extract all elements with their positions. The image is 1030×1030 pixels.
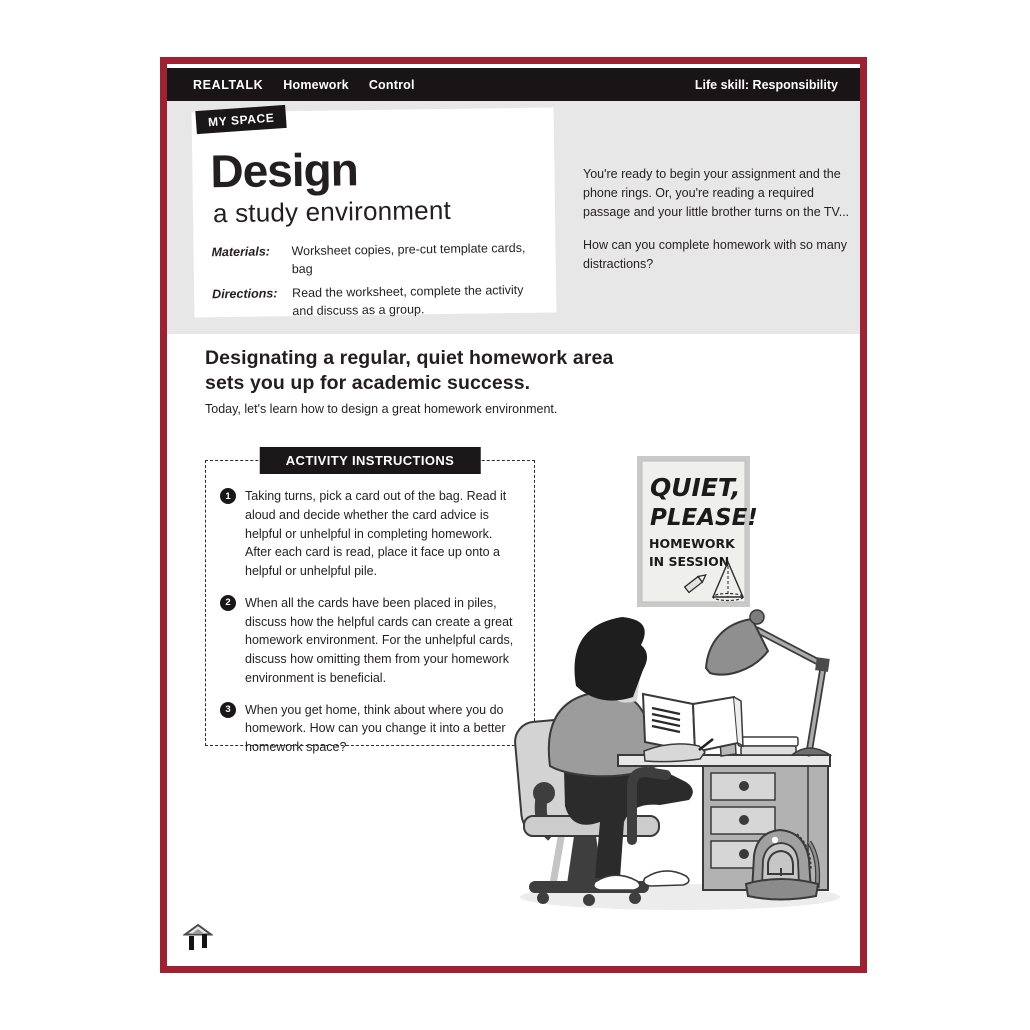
activity-step-2 [220,594,520,688]
step-text: When all the cards have been placed in piles, discuss how the helpful cards can create a great homework environment. For the unhelpful cards, discuss how omitting them from your homework environment is beneficial. [245,595,514,685]
materials-value: Worksheet copies, pre-cut template cards, bag [291,240,526,277]
activity-step-3 [220,701,520,757]
svg-text:HOMEWORK: HOMEWORK [649,536,735,551]
directions-label: Directions: [212,286,278,302]
materials-label: Materials: [211,244,270,260]
svg-text:IN SESSION: IN SESSION [649,554,730,569]
activity-step-1 [220,487,520,581]
header-left [193,78,415,92]
step-number-badge: 2 [220,595,236,611]
section-headline: Designating a regular, quiet homework area sets you up for academic success. [205,347,614,395]
activity-instructions-title: ACTIVITY INSTRUCTIONS [260,447,481,474]
intro-paragraph-2: How can you complete homework with so many distractions? [583,238,848,271]
life-skill-label: Life skill: Responsibility [694,77,838,92]
materials-row [211,239,539,280]
page-subtitle: a study environment [212,194,452,229]
page-title: Design [210,143,359,198]
student-desk-scene-icon [512,454,862,929]
intro-column [583,165,851,289]
step-text: Taking turns, pick a card out of the bag. Read it aloud and decide whether the card advice is helpful or unhelpful in completing homework. After each card is read, place it face up onto a helpful or unhelpful pile. [245,489,507,578]
step-text: When you get home, think about where you do homework. How can you change it into a better homework space? [245,702,506,754]
books-stack-icon [738,737,798,755]
header-bar [167,68,860,101]
lead-paragraph: Today, let's learn how to design a great homework environment. [205,402,558,416]
header-nav-control: Control [368,77,415,92]
header-nav-homework: Homework [283,77,349,92]
intro-paragraph-1: You're ready to begin your assignment and the phone rings. Or, you're reading a required passage and your little brother turns on the TV... [583,167,850,219]
step-number-badge: 3 [220,702,236,718]
directions-row [212,281,540,322]
svg-text:QUIET,: QUIET, [650,473,741,502]
activity-instructions-box [205,453,535,754]
worksheet-page [160,57,867,973]
study-illustration [512,454,862,929]
open-book-icon [643,694,743,752]
step-number-badge: 1 [220,488,236,504]
house-logo-icon [183,923,213,953]
quiet-please-poster-icon [637,456,758,607]
svg-text:PLEASE!: PLEASE! [650,505,758,531]
brand-logo: REALTALK [193,77,264,92]
directions-value: Read the worksheet, complete the activity and discuss as a group. [292,283,524,319]
hero-card [192,107,557,317]
my-space-badge: MY SPACE [195,105,287,134]
